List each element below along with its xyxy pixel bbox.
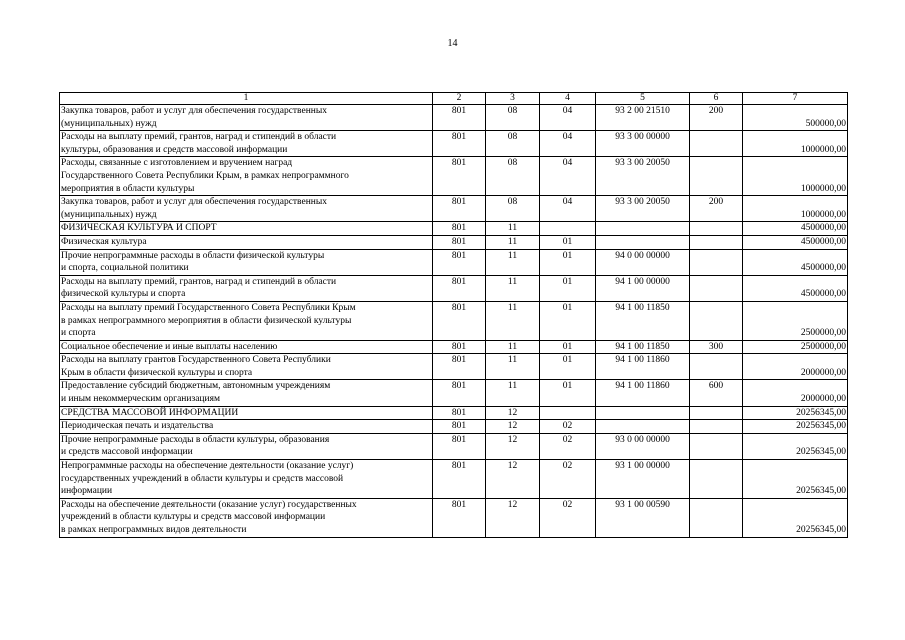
description-line: учреждений в области культуры и средств массовой информации <box>61 512 326 523</box>
description-line: мероприятия в области культуры <box>61 183 195 194</box>
page-number: 14 <box>447 38 458 49</box>
code-expense-type: 300 <box>690 340 743 354</box>
row-description <box>60 340 433 354</box>
table-row <box>60 420 848 434</box>
table-row <box>60 498 848 537</box>
code-ved: 801 <box>433 380 486 406</box>
code-target: 93 0 00 00000 <box>596 433 690 459</box>
code-section: 11 <box>486 301 540 340</box>
code-section: 12 <box>486 406 540 420</box>
description-line: (муниципальных) нужд <box>61 118 157 129</box>
code-section: 08 <box>486 131 540 157</box>
row-description <box>60 235 433 249</box>
code-target: 94 0 00 00000 <box>596 249 690 275</box>
table-row <box>60 433 848 459</box>
code-subsection: 04 <box>540 157 596 196</box>
row-description <box>60 420 433 434</box>
code-ved: 801 <box>433 249 486 275</box>
code-ved: 801 <box>433 235 486 249</box>
table-row <box>60 131 848 157</box>
code-ved: 801 <box>433 354 486 380</box>
row-description <box>60 354 433 380</box>
code-ved: 801 <box>433 498 486 537</box>
row-description <box>60 157 433 196</box>
description-line: и спорта <box>61 328 96 339</box>
row-description <box>60 406 433 420</box>
code-section: 12 <box>486 420 540 434</box>
column-header: 3 <box>486 93 540 105</box>
code-ved: 801 <box>433 222 486 236</box>
row-description <box>60 460 433 499</box>
code-target: 94 1 00 11860 <box>596 380 690 406</box>
column-header: 2 <box>433 93 486 105</box>
table-row <box>60 460 848 499</box>
code-subsection: 01 <box>540 340 596 354</box>
code-subsection: 01 <box>540 275 596 301</box>
code-ved: 801 <box>433 275 486 301</box>
code-section: 12 <box>486 460 540 499</box>
code-section: 08 <box>486 196 540 222</box>
description-line: Предоставление субсидий бюджетным, автономным учреждениям <box>61 381 331 392</box>
description-line: Государственного Совета Республики Крым, в рамках непрограммного <box>61 170 349 181</box>
budget-table <box>59 92 848 538</box>
description-line: в рамках непрограммных видов деятельности <box>61 525 247 535</box>
amount: 1000000,00 <box>743 131 848 157</box>
code-section: 11 <box>486 222 540 236</box>
code-subsection: 04 <box>540 105 596 131</box>
code-ved: 801 <box>433 196 486 222</box>
code-expense-type: 200 <box>690 105 743 131</box>
code-target: 93 3 00 00000 <box>596 131 690 157</box>
code-target <box>596 222 690 236</box>
row-description <box>60 196 433 222</box>
amount: 20256345,00 <box>743 420 848 434</box>
code-target: 94 1 00 11850 <box>596 301 690 340</box>
description-line: и иным некоммерческим организациям <box>61 394 220 405</box>
row-description <box>60 498 433 537</box>
code-section: 12 <box>486 498 540 537</box>
code-section: 12 <box>486 433 540 459</box>
code-ved: 801 <box>433 157 486 196</box>
column-header: 4 <box>540 93 596 105</box>
code-subsection: 01 <box>540 301 596 340</box>
code-expense-type <box>690 131 743 157</box>
row-description <box>60 433 433 459</box>
table-row <box>60 406 848 420</box>
amount: 20256345,00 <box>743 433 848 459</box>
description-line: Крым в области физической культуры и спорта <box>61 367 253 378</box>
column-header: 7 <box>743 93 848 105</box>
row-description <box>60 380 433 406</box>
amount: 4500000,00 <box>743 235 848 249</box>
code-section: 11 <box>486 354 540 380</box>
table-row <box>60 235 848 249</box>
code-section: 11 <box>486 380 540 406</box>
description-line: и средств массовой информации <box>61 447 193 458</box>
code-target: 93 2 00 21510 <box>596 105 690 131</box>
description-line: Расходы на выплату премий Государственного Совета Республики Крым <box>61 302 356 313</box>
row-description <box>60 131 433 157</box>
amount: 2500000,00 <box>743 301 848 340</box>
column-header: 1 <box>60 93 433 105</box>
table-row <box>60 105 848 131</box>
description-line: Закупка товаров, работ и услуг для обеспечения государственных <box>61 197 328 208</box>
description-line: культуры, образования и средств массовой информации <box>61 144 288 155</box>
code-target <box>596 406 690 420</box>
code-ved: 801 <box>433 340 486 354</box>
code-section: 11 <box>486 340 540 354</box>
row-description <box>60 249 433 275</box>
code-subsection: 02 <box>540 498 596 537</box>
description-line: Прочие непрограммные расходы в области культуры, образования <box>61 434 330 445</box>
code-subsection <box>540 406 596 420</box>
amount: 4500000,00 <box>743 275 848 301</box>
code-ved: 801 <box>433 460 486 499</box>
code-ved: 801 <box>433 433 486 459</box>
code-subsection: 01 <box>540 249 596 275</box>
row-description <box>60 105 433 131</box>
code-expense-type <box>690 157 743 196</box>
amount: 20256345,00 <box>743 460 848 499</box>
code-expense-type <box>690 222 743 236</box>
table-row <box>60 380 848 406</box>
code-ved: 801 <box>433 105 486 131</box>
amount: 2000000,00 <box>743 380 848 406</box>
code-expense-type <box>690 433 743 459</box>
code-section: 11 <box>486 275 540 301</box>
code-expense-type <box>690 406 743 420</box>
description-line: в рамках непрограммного мероприятия в области физической культуры <box>61 315 352 326</box>
code-ved: 801 <box>433 406 486 420</box>
description-line: физической культуры и спорта <box>61 289 186 300</box>
table-row <box>60 249 848 275</box>
amount: 4500000,00 <box>743 249 848 275</box>
code-expense-type <box>690 420 743 434</box>
code-expense-type <box>690 301 743 340</box>
row-description <box>60 301 433 340</box>
table-row <box>60 301 848 340</box>
table-row <box>60 275 848 301</box>
code-subsection <box>540 222 596 236</box>
code-target <box>596 235 690 249</box>
code-target: 93 3 00 20050 <box>596 196 690 222</box>
code-section: 11 <box>486 235 540 249</box>
description-line: ФИЗИЧЕСКАЯ КУЛЬТУРА И СПОРТ <box>61 223 217 234</box>
code-ved: 801 <box>433 420 486 434</box>
description-line: Социальное обеспечение и иные выплаты населению <box>61 341 278 352</box>
code-subsection: 02 <box>540 433 596 459</box>
code-expense-type: 200 <box>690 196 743 222</box>
description-line: Расходы на выплату грантов Государственного Совета Республики <box>61 355 331 366</box>
description-line: Расходы на выплату премий, грантов, наград и стипендий в области <box>61 276 337 287</box>
amount: 20256345,00 <box>743 498 848 537</box>
column-header: 5 <box>596 93 690 105</box>
table-row <box>60 354 848 380</box>
code-expense-type <box>690 354 743 380</box>
code-subsection: 02 <box>540 460 596 499</box>
code-expense-type <box>690 460 743 499</box>
description-line: Непрограммные расходы на обеспечение деятельности (оказание услуг) <box>61 461 354 472</box>
code-ved: 801 <box>433 131 486 157</box>
amount: 1000000,00 <box>743 157 848 196</box>
description-line: СРЕДСТВА МАССОВОЙ ИНФОРМАЦИИ <box>61 407 239 418</box>
description-line: Расходы, связанные с изготовлением и вручением наград <box>61 158 293 169</box>
amount: 2000000,00 <box>743 354 848 380</box>
row-description <box>60 222 433 236</box>
code-target: 94 1 00 11850 <box>596 340 690 354</box>
table-row <box>60 157 848 196</box>
description-line: Физическая культура <box>61 236 147 247</box>
code-expense-type <box>690 498 743 537</box>
table-row <box>60 196 848 222</box>
code-section: 11 <box>486 249 540 275</box>
code-ved: 801 <box>433 301 486 340</box>
table-row <box>60 222 848 236</box>
row-description <box>60 275 433 301</box>
code-section: 08 <box>486 105 540 131</box>
amount: 2500000,00 <box>743 340 848 354</box>
description-line: и спорта, социальной политики <box>61 263 189 274</box>
code-subsection: 01 <box>540 380 596 406</box>
code-expense-type: 600 <box>690 380 743 406</box>
code-subsection: 01 <box>540 354 596 380</box>
code-target: 93 1 00 00000 <box>596 460 690 499</box>
code-subsection: 02 <box>540 420 596 434</box>
column-header: 6 <box>690 93 743 105</box>
code-expense-type <box>690 235 743 249</box>
table-row <box>60 340 848 354</box>
description-line: информации <box>61 486 113 497</box>
code-subsection: 04 <box>540 131 596 157</box>
amount: 500000,00 <box>743 105 848 131</box>
description-line: Расходы на обеспечение деятельности (оказание услуг) государственных <box>61 499 357 510</box>
code-section: 08 <box>486 157 540 196</box>
code-expense-type <box>690 275 743 301</box>
description-line: Периодическая печать и издательства <box>61 421 214 432</box>
description-line: (муниципальных) нужд <box>61 209 157 220</box>
code-expense-type <box>690 249 743 275</box>
description-line: Закупка товаров, работ и услуг для обеспечения государственных <box>61 106 328 116</box>
description-line: государственных учреждений в области культуры и средств массовой <box>61 473 344 484</box>
code-target: 94 1 00 00000 <box>596 275 690 301</box>
code-target: 93 3 00 20050 <box>596 157 690 196</box>
code-subsection: 04 <box>540 196 596 222</box>
description-line: Расходы на выплату премий, грантов, наград и стипендий в области <box>61 132 337 143</box>
code-subsection: 01 <box>540 235 596 249</box>
table-header-row <box>60 93 848 105</box>
code-target <box>596 420 690 434</box>
amount: 20256345,00 <box>743 406 848 420</box>
description-line: Прочие непрограммные расходы в области физической культуры <box>61 250 325 261</box>
code-target: 94 1 00 11860 <box>596 354 690 380</box>
code-target: 93 1 00 00590 <box>596 498 690 537</box>
amount: 1000000,00 <box>743 196 848 222</box>
amount: 4500000,00 <box>743 222 848 236</box>
